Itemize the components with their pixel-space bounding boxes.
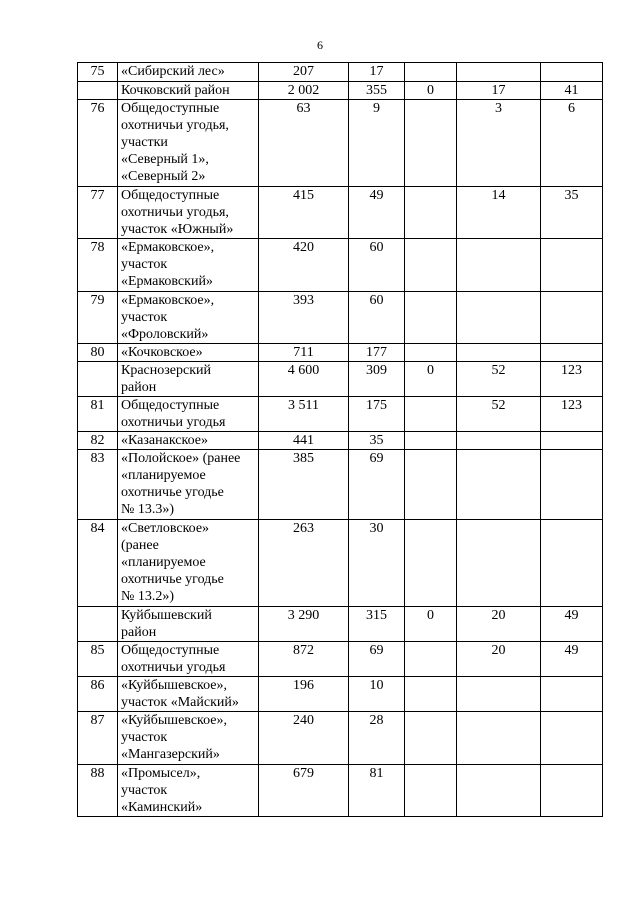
value-cell-1: 415 xyxy=(259,187,349,239)
value-cell-1: 385 xyxy=(259,450,349,520)
value-cell-1: 3 511 xyxy=(259,397,349,432)
value-cell-4 xyxy=(457,520,541,607)
value-cell-5 xyxy=(541,712,603,765)
value-cell-3 xyxy=(405,100,457,187)
value-cell-1: 711 xyxy=(259,344,349,362)
name-cell: «Полойское» (ранее «планируемое охотничье угодье № 13.3») xyxy=(118,450,259,520)
value-cell-4: 20 xyxy=(457,642,541,677)
name-cell: «Ермаковское», участок «Ермаковский» xyxy=(118,239,259,292)
name-cell: Куйбышевский район xyxy=(118,607,259,642)
name-cell: Кочковский район xyxy=(118,82,259,100)
row-number-cell: 77 xyxy=(78,187,118,239)
value-cell-1: 2 002 xyxy=(259,82,349,100)
value-cell-4 xyxy=(457,63,541,82)
table-row xyxy=(78,292,603,344)
row-number-cell: 88 xyxy=(78,765,118,817)
row-number-cell: 87 xyxy=(78,712,118,765)
value-cell-1: 872 xyxy=(259,642,349,677)
value-cell-3 xyxy=(405,63,457,82)
value-cell-2: 69 xyxy=(349,642,405,677)
table-row xyxy=(78,765,603,817)
table-row xyxy=(78,677,603,712)
name-cell: «Казанакское» xyxy=(118,432,259,450)
value-cell-4 xyxy=(457,677,541,712)
name-cell: «Куйбышевское», участок «Мангазерский» xyxy=(118,712,259,765)
name-cell: Общедоступные охотничьи угодья xyxy=(118,642,259,677)
table-row xyxy=(78,450,603,520)
row-number-cell: 76 xyxy=(78,100,118,187)
value-cell-4 xyxy=(457,712,541,765)
value-cell-2: 355 xyxy=(349,82,405,100)
table-row xyxy=(78,100,603,187)
value-cell-1: 4 600 xyxy=(259,362,349,397)
name-cell: «Сибирский лес» xyxy=(118,63,259,82)
value-cell-2: 28 xyxy=(349,712,405,765)
page-number: 6 xyxy=(317,38,323,52)
value-cell-3 xyxy=(405,292,457,344)
value-cell-5: 41 xyxy=(541,82,603,100)
value-cell-1: 196 xyxy=(259,677,349,712)
row-number-cell: 79 xyxy=(78,292,118,344)
row-number-cell: 82 xyxy=(78,432,118,450)
table-row xyxy=(78,344,603,362)
value-cell-4: 52 xyxy=(457,397,541,432)
value-cell-3 xyxy=(405,677,457,712)
name-cell: «Кочковское» xyxy=(118,344,259,362)
row-number-cell: 81 xyxy=(78,397,118,432)
value-cell-5: 123 xyxy=(541,397,603,432)
name-cell: «Промысел», участок «Каминский» xyxy=(118,765,259,817)
table-row xyxy=(78,432,603,450)
row-number-cell: 78 xyxy=(78,239,118,292)
value-cell-4 xyxy=(457,450,541,520)
name-cell: Общедоступные охотничьи угодья, участок «Южный» xyxy=(118,187,259,239)
table-row xyxy=(78,82,603,100)
value-cell-2: 10 xyxy=(349,677,405,712)
value-cell-3 xyxy=(405,450,457,520)
value-cell-1: 240 xyxy=(259,712,349,765)
value-cell-2: 9 xyxy=(349,100,405,187)
value-cell-5 xyxy=(541,520,603,607)
table-body xyxy=(78,63,603,817)
value-cell-3 xyxy=(405,187,457,239)
value-cell-3 xyxy=(405,239,457,292)
value-cell-2: 315 xyxy=(349,607,405,642)
name-cell: «Ермаковское», участок «Фроловский» xyxy=(118,292,259,344)
value-cell-3 xyxy=(405,397,457,432)
value-cell-4: 17 xyxy=(457,82,541,100)
value-cell-1: 207 xyxy=(259,63,349,82)
value-cell-3 xyxy=(405,520,457,607)
value-cell-4 xyxy=(457,292,541,344)
value-cell-5: 35 xyxy=(541,187,603,239)
name-cell: «Светловское» (ранее «планируемое охотничье угодье № 13.2») xyxy=(118,520,259,607)
row-number-cell: 75 xyxy=(78,63,118,82)
value-cell-5 xyxy=(541,677,603,712)
table-row xyxy=(78,239,603,292)
value-cell-3: 0 xyxy=(405,362,457,397)
value-cell-5 xyxy=(541,450,603,520)
value-cell-5: 49 xyxy=(541,642,603,677)
name-cell: «Куйбышевское», участок «Майский» xyxy=(118,677,259,712)
row-number-cell xyxy=(78,607,118,642)
table-row xyxy=(78,520,603,607)
table-row xyxy=(78,607,603,642)
value-cell-3 xyxy=(405,765,457,817)
row-number-cell: 85 xyxy=(78,642,118,677)
row-number-cell: 83 xyxy=(78,450,118,520)
value-cell-2: 69 xyxy=(349,450,405,520)
value-cell-4 xyxy=(457,765,541,817)
value-cell-5: 49 xyxy=(541,607,603,642)
value-cell-1: 3 290 xyxy=(259,607,349,642)
value-cell-1: 441 xyxy=(259,432,349,450)
value-cell-5 xyxy=(541,765,603,817)
value-cell-3 xyxy=(405,712,457,765)
value-cell-5: 123 xyxy=(541,362,603,397)
value-cell-4 xyxy=(457,344,541,362)
value-cell-1: 679 xyxy=(259,765,349,817)
value-cell-3: 0 xyxy=(405,607,457,642)
row-number-cell xyxy=(78,82,118,100)
row-number-cell xyxy=(78,362,118,397)
value-cell-2: 35 xyxy=(349,432,405,450)
hunting-grounds-table xyxy=(77,62,603,817)
value-cell-4: 3 xyxy=(457,100,541,187)
value-cell-4 xyxy=(457,432,541,450)
value-cell-1: 63 xyxy=(259,100,349,187)
table-row xyxy=(78,187,603,239)
value-cell-5 xyxy=(541,432,603,450)
row-number-cell: 86 xyxy=(78,677,118,712)
table-row xyxy=(78,63,603,82)
name-cell: Общедоступные охотничьи угодья, участки «Северный 1», «Северный 2» xyxy=(118,100,259,187)
value-cell-4: 52 xyxy=(457,362,541,397)
value-cell-1: 263 xyxy=(259,520,349,607)
row-number-cell: 84 xyxy=(78,520,118,607)
value-cell-2: 81 xyxy=(349,765,405,817)
value-cell-1: 393 xyxy=(259,292,349,344)
value-cell-5 xyxy=(541,292,603,344)
table-row xyxy=(78,712,603,765)
value-cell-5 xyxy=(541,239,603,292)
value-cell-3 xyxy=(405,344,457,362)
name-cell: Краснозерский район xyxy=(118,362,259,397)
value-cell-3 xyxy=(405,432,457,450)
value-cell-5: 6 xyxy=(541,100,603,187)
value-cell-2: 177 xyxy=(349,344,405,362)
value-cell-2: 175 xyxy=(349,397,405,432)
value-cell-2: 30 xyxy=(349,520,405,607)
value-cell-3: 0 xyxy=(405,82,457,100)
row-number-cell: 80 xyxy=(78,344,118,362)
value-cell-2: 309 xyxy=(349,362,405,397)
value-cell-4: 20 xyxy=(457,607,541,642)
value-cell-1: 420 xyxy=(259,239,349,292)
value-cell-4: 14 xyxy=(457,187,541,239)
value-cell-4 xyxy=(457,239,541,292)
table-row xyxy=(78,642,603,677)
value-cell-2: 49 xyxy=(349,187,405,239)
value-cell-2: 60 xyxy=(349,292,405,344)
value-cell-3 xyxy=(405,642,457,677)
value-cell-5 xyxy=(541,63,603,82)
value-cell-2: 17 xyxy=(349,63,405,82)
table-row xyxy=(78,397,603,432)
value-cell-2: 60 xyxy=(349,239,405,292)
name-cell: Общедоступные охотничьи угодья xyxy=(118,397,259,432)
table-row xyxy=(78,362,603,397)
value-cell-5 xyxy=(541,344,603,362)
